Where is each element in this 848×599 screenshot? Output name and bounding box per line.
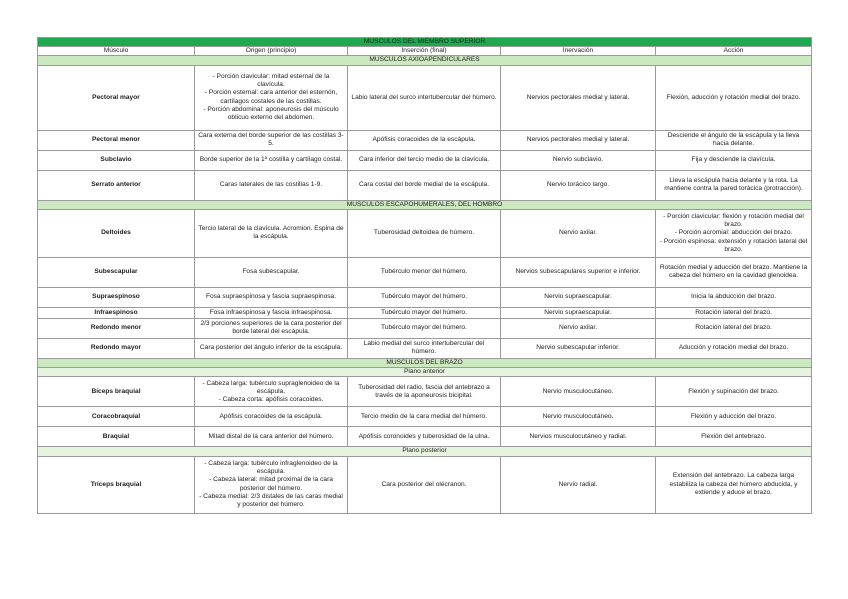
cell-origin: Mitad distal de la cara anterior del húmero. — [195, 427, 348, 447]
section-title: MÚSCULOS DEL BRAZO — [38, 358, 812, 367]
section-row — [38, 56, 812, 65]
table-row — [38, 287, 812, 307]
cell-muscle: Coracobraquial — [38, 407, 195, 427]
header-accion: Acción — [656, 47, 812, 56]
table-row — [38, 377, 812, 407]
table-row — [38, 407, 812, 427]
cell-origin: - Porción clavicular: mitad esternal de la clavícula. - Porción esternal: cara anterior del esternón, cartílagos costales de las costillas. - Porción abdominal: aponeurosis del músculo oblicuo externo del abdomen. — [195, 65, 348, 130]
cell-insertion: Cara inferior del tercio medio de la clavícula. — [348, 150, 501, 170]
table-row — [38, 307, 812, 318]
header-insercion: Inserción (final) — [348, 47, 501, 56]
cell-origin: - Cabeza larga: tubérculo infraglenoideo de la escápula. - Cabeza lateral: mitad proximal de la cara posterior del húmero. - Cabeza medial: 2/3 distales de las caras medial y posterior del húmero. — [195, 456, 348, 513]
cell-action: Lleva la escápula hacia delante y la rota. La mantiene contra la pared torácica (protracción). — [656, 170, 812, 200]
section-row — [38, 358, 812, 367]
cell-muscle: Infraespinoso — [38, 307, 195, 318]
cell-action: Rotación lateral del brazo. — [656, 318, 812, 338]
cell-insertion: Apófisis coracoides de la escápula. — [348, 130, 501, 150]
table-row — [38, 456, 812, 513]
table-row — [38, 318, 812, 338]
cell-insertion: Tercio medio de la cara medial del húmero. — [348, 407, 501, 427]
cell-muscle: Braquial — [38, 427, 195, 447]
subsection-row — [38, 368, 812, 377]
table-row — [38, 427, 812, 447]
cell-innervation: Nervio radial. — [501, 456, 656, 513]
table-title-row — [38, 38, 812, 47]
cell-origin: Caras laterales de las costillas 1-9. — [195, 170, 348, 200]
cell-insertion: Cara costal del borde medial de la escápula. — [348, 170, 501, 200]
cell-muscle: Subescapular — [38, 257, 195, 287]
cell-muscle: Deltoides — [38, 209, 195, 257]
cell-origin: 2/3 porciones superiores de la cara posterior del borde lateral del escápula. — [195, 318, 348, 338]
table-row — [38, 257, 812, 287]
cell-origin: Cara posterior del ángulo inferior de la escápula. — [195, 338, 348, 358]
cell-origin: Borde superior de la 1ª costilla y cartílago costal. — [195, 150, 348, 170]
cell-muscle: Redondo mayor — [38, 338, 195, 358]
cell-origin: Fosa subescapular. — [195, 257, 348, 287]
cell-action: Flexión, aducción y rotación medial del brazo. — [656, 65, 812, 130]
cell-innervation: Nervio musculocutáneo. — [501, 377, 656, 407]
cell-innervation: Nervio axilar. — [501, 209, 656, 257]
cell-muscle: Tríceps braquial — [38, 456, 195, 513]
cell-action: Rotación medial y aducción del brazo. Mantiene la cabeza del húmero en la cavidad glenoidea. — [656, 257, 812, 287]
section-title: MÚSCULOS ESCAPOHUMERALES, DEL HOMBRO — [38, 200, 812, 209]
cell-muscle: Supraespinoso — [38, 287, 195, 307]
muscle-table — [37, 37, 812, 514]
table-row — [38, 130, 812, 150]
cell-insertion: Tubérculo mayor del húmero. — [348, 307, 501, 318]
cell-muscle: Pectoral mayor — [38, 65, 195, 130]
cell-insertion: Labio lateral del surco intertubercular del húmero. — [348, 65, 501, 130]
section-title: MÚSCULOS AXIOAPENDICULARES — [38, 56, 812, 65]
cell-insertion: Tuberosidad deltoidea de húmero. — [348, 209, 501, 257]
cell-insertion: Apófisis coronoides y tuberosidad de la ulna. — [348, 427, 501, 447]
cell-muscle: Redondo menor — [38, 318, 195, 338]
cell-innervation: Nervio axilar. — [501, 318, 656, 338]
cell-action: Aducción y rotación medial del brazo. — [656, 338, 812, 358]
cell-insertion: Tubérculo mayor del húmero. — [348, 287, 501, 307]
subsection-title: Plano anterior — [38, 368, 812, 377]
cell-action: Extensión del antebrazo. La cabeza larga estabiliza la cabeza del húmero abducida, y extiende y aduce el brazo. — [656, 456, 812, 513]
header-row — [38, 47, 812, 56]
table-row — [38, 338, 812, 358]
cell-innervation: Nervio musculocutáneo. — [501, 407, 656, 427]
cell-action: Inicia la abducción del brazo. — [656, 287, 812, 307]
cell-action: Flexión del antebrazo. — [656, 427, 812, 447]
table-title: MÚSCULOS DEL MIEMBRO SUPERIOR — [38, 38, 812, 47]
cell-innervation: Nervios musculocutáneo y radial. — [501, 427, 656, 447]
cell-origin: Fosa supraespinosa y fascia supraespinosa. — [195, 287, 348, 307]
header-musculo: Músculo — [38, 47, 195, 56]
cell-insertion: Tubérculo mayor del húmero. — [348, 318, 501, 338]
cell-insertion: Labio medial del surco intertubercular del húmero. — [348, 338, 501, 358]
header-inervacion: Inervación — [501, 47, 656, 56]
cell-muscle: Bíceps braquial — [38, 377, 195, 407]
header-origen: Origen (principio) — [195, 47, 348, 56]
cell-muscle: Pectoral menor — [38, 130, 195, 150]
cell-origin: Fosa infraespinosa y fascia infraespinosa. — [195, 307, 348, 318]
cell-action: Rotación lateral del brazo. — [656, 307, 812, 318]
subsection-row — [38, 447, 812, 456]
cell-innervation: Nervios pectorales medial y lateral. — [501, 65, 656, 130]
table-row — [38, 65, 812, 130]
cell-origin: Apófisis coracoides de la escápula. — [195, 407, 348, 427]
cell-innervation: Nervio supraescapular. — [501, 307, 656, 318]
subsection-title: Plano posterior — [38, 447, 812, 456]
table-row — [38, 170, 812, 200]
cell-muscle: Serrato anterior — [38, 170, 195, 200]
cell-innervation: Nervio subclavio. — [501, 150, 656, 170]
cell-action: Flexión y aducción del brazo. — [656, 407, 812, 427]
cell-innervation: Nervios subescapulares superior e inferior. — [501, 257, 656, 287]
cell-action: Flexión y supinación del brazo. — [656, 377, 812, 407]
cell-innervation: Nervio torácico largo. — [501, 170, 656, 200]
cell-action: - Porción clavicular: flexión y rotación medial del brazo. - Porción acromial: abducción del brazo. - Porción espinosa: extensión y rotación lateral del brazo. — [656, 209, 812, 257]
cell-origin: - Cabeza larga: tubérculo supraglenoideo de la escápula. - Cabeza corta: apófisis coracoides. — [195, 377, 348, 407]
table-row — [38, 150, 812, 170]
table-row — [38, 209, 812, 257]
cell-origin: Tercio lateral de la clavícula. Acromion. Espina de la escápula. — [195, 209, 348, 257]
cell-muscle: Subclavio — [38, 150, 195, 170]
cell-innervation: Nervio subescapular inferior. — [501, 338, 656, 358]
cell-action: Fija y desciende la clavícula. — [656, 150, 812, 170]
cell-innervation: Nervios pectorales medial y lateral. — [501, 130, 656, 150]
cell-insertion: Cara posterior del olécranon. — [348, 456, 501, 513]
cell-innervation: Nervio supraescapular. — [501, 287, 656, 307]
section-row — [38, 200, 812, 209]
cell-action: Desciende el ángulo de la escápula y la lleva hacia delante. — [656, 130, 812, 150]
cell-origin: Cara externa del borde superior de las costillas 3-5. — [195, 130, 348, 150]
cell-insertion: Tubérculo menor del húmero. — [348, 257, 501, 287]
cell-insertion: Tuberosidad del radio, fascia del antebrazo a través de la aponeurosis bicipital. — [348, 377, 501, 407]
